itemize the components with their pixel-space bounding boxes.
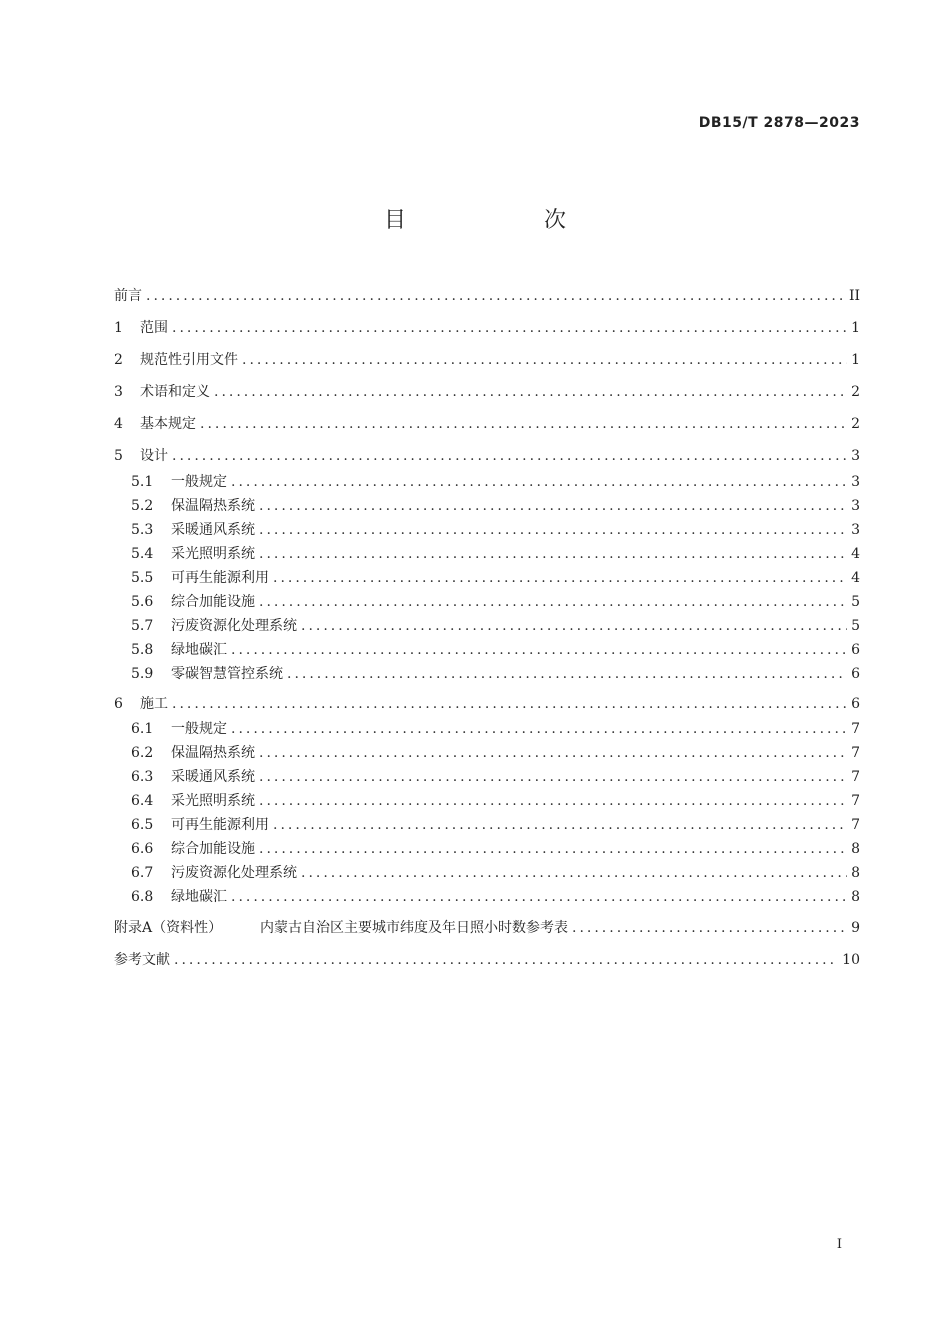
toc-leader [259,496,847,516]
toc-page: 2 [851,384,860,400]
toc-entry-5-2[interactable] [131,496,860,516]
toc-page: 7 [851,793,860,809]
toc-entry-references[interactable] [114,950,860,970]
toc-page: II [848,288,860,304]
toc-page: 6 [851,642,860,658]
toc-entry-5-4[interactable] [131,544,860,564]
toc-label: 内蒙古自治区主要城市纬度及年日照小时数参考表 [260,920,568,936]
toc-leader [172,446,847,466]
toc-number: 3 [114,384,123,400]
toc-entry-2[interactable] [114,350,860,370]
toc-leader [242,350,847,370]
toc-label: 可再生能源利用 [171,817,269,833]
toc-label: 采暖通风系统 [171,769,255,785]
toc-leader [231,472,847,492]
toc-leader [259,544,847,564]
toc-page: 3 [851,474,860,490]
toc-label: 前言 [114,288,142,304]
toc-label: 保温隔热系统 [171,745,255,761]
toc-entry-1[interactable] [114,318,860,338]
toc-number: 6.1 [131,721,154,737]
toc-number: 4 [114,416,123,432]
toc-page: 5 [851,594,860,610]
toc-page: 9 [851,920,860,936]
toc-label: 污废资源化处理系统 [171,618,297,634]
toc-label: 综合加能设施 [171,594,255,610]
toc-number: 5.2 [131,498,154,514]
toc-entry-4[interactable] [114,414,860,434]
toc-page: 8 [851,865,860,881]
toc-number: 5.8 [131,642,154,658]
toc-entry-5-3[interactable] [131,520,860,540]
toc-number: 6.2 [131,745,154,761]
toc-label: 施工 [140,696,168,712]
toc-number: 5.5 [131,570,154,586]
toc-entry-foreword[interactable] [114,286,860,306]
toc-leader [231,640,847,660]
toc-number: 5 [114,448,123,464]
toc-entry-3[interactable] [114,382,860,402]
toc-label: 采光照明系统 [171,793,255,809]
toc-page: 3 [851,448,860,464]
toc-number: 6.8 [131,889,154,905]
toc-entry-6-5[interactable] [131,815,860,835]
toc-number: 附录A（资料性） [114,920,223,936]
toc-leader [259,767,847,787]
toc-leader [259,592,847,612]
toc-label: 术语和定义 [140,384,210,400]
toc-number: 1 [114,320,123,336]
toc-page: 7 [851,721,860,737]
toc-label: 一般规定 [171,721,227,737]
toc-label: 采光照明系统 [171,546,255,562]
toc-page: 1 [851,352,860,368]
toc-leader [146,286,845,306]
toc-leader [572,918,847,938]
toc-number: 2 [114,352,123,368]
toc-number: 5.7 [131,618,154,634]
toc-title: 目 次 [383,208,624,233]
toc-label: 一般规定 [171,474,227,490]
toc-page: 8 [851,841,860,857]
toc-entry-6-7[interactable] [131,863,860,883]
toc-leader [174,950,838,970]
toc-entry-5-1[interactable] [131,472,860,492]
toc-label: 绿地碳汇 [171,889,227,905]
toc-label: 采暖通风系统 [171,522,255,538]
toc-leader [301,863,847,883]
toc-leader [273,815,847,835]
toc-entry-5-9[interactable] [131,664,860,684]
toc-number: 6.5 [131,817,154,833]
toc-number: 5.3 [131,522,154,538]
toc-leader [259,839,847,859]
toc-number: 5.6 [131,594,154,610]
toc-label: 保温隔热系统 [171,498,255,514]
toc-number: 6.4 [131,793,154,809]
toc-page: 7 [851,745,860,761]
toc-label: 范围 [140,320,168,336]
toc-label: 污废资源化处理系统 [171,865,297,881]
toc-page: 3 [851,498,860,514]
toc-entry-6[interactable] [114,694,860,714]
toc-page: 7 [851,769,860,785]
toc-leader [214,382,847,402]
toc-leader [200,414,847,434]
toc-entry-6-1[interactable] [131,719,860,739]
toc-label: 规范性引用文件 [140,352,238,368]
page-number: I [836,1237,842,1252]
toc-number: 6.6 [131,841,154,857]
toc-entry-appendix-a[interactable] [114,918,860,938]
toc-entry-6-2[interactable] [131,743,860,763]
toc-entry-5-8[interactable] [131,640,860,660]
toc-leader [259,791,847,811]
toc-label: 绿地碳汇 [171,642,227,658]
toc-page: 8 [851,889,860,905]
toc-number: 6.3 [131,769,154,785]
toc-leader [172,318,847,338]
toc-entry-5[interactable] [114,446,860,466]
toc-page: 5 [851,618,860,634]
toc-label: 设计 [140,448,168,464]
toc-page: 3 [851,522,860,538]
document-code: DB15/T 2878—2023 [698,115,860,131]
toc-page: 4 [851,570,860,586]
toc-leader [231,719,847,739]
toc-label: 基本规定 [140,416,196,432]
toc-page: 6 [851,696,860,712]
toc-entry-6-8[interactable] [131,887,860,907]
toc-number: 5.4 [131,546,154,562]
toc-page: 7 [851,817,860,833]
toc-number: 6 [114,696,123,712]
toc-label: 可再生能源利用 [171,570,269,586]
toc-number: 5.1 [131,474,154,490]
toc-leader [259,520,847,540]
toc-page: 2 [851,416,860,432]
toc-entry-5-5[interactable] [131,568,860,588]
toc-entry-6-4[interactable] [131,791,860,811]
toc-page: 10 [842,952,860,968]
toc-page: 6 [851,666,860,682]
toc-entry-6-6[interactable] [131,839,860,859]
toc-leader [287,664,847,684]
toc-leader [301,616,847,636]
toc-leader [231,887,847,907]
toc-page: 4 [851,546,860,562]
toc-label: 综合加能设施 [171,841,255,857]
toc-entry-5-6[interactable] [131,592,860,612]
toc-page: 1 [851,320,860,336]
toc-number: 6.7 [131,865,154,881]
toc-label: 零碳智慧管控系统 [171,666,283,682]
toc-entry-5-7[interactable] [131,616,860,636]
toc-leader [172,694,847,714]
toc-leader [259,743,847,763]
toc-entry-6-3[interactable] [131,767,860,787]
toc-leader [273,568,847,588]
toc-label: 参考文献 [114,952,170,968]
toc-number: 5.9 [131,666,154,682]
